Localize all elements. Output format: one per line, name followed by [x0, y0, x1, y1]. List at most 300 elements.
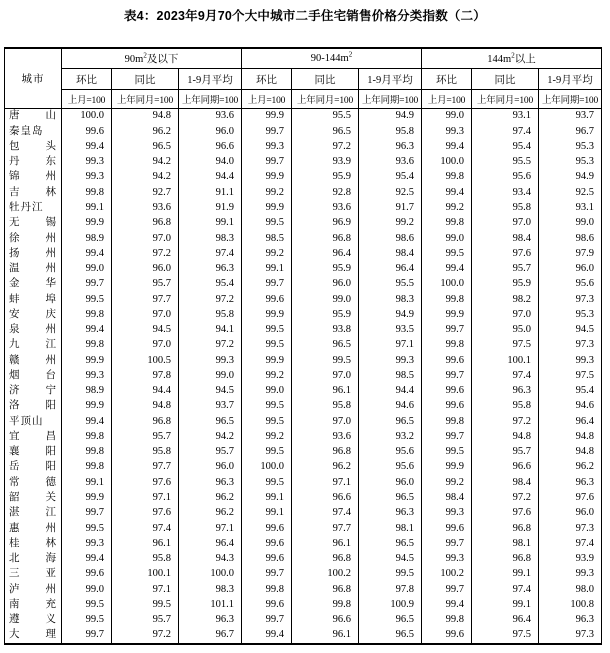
value-cell: 97.5 [539, 369, 602, 384]
value-cell: 99.6 [422, 521, 472, 536]
value-cell: 96.6 [472, 460, 539, 475]
value-cell: 99.1 [62, 201, 112, 216]
value-cell: 93.6 [359, 155, 422, 170]
value-cell: 94.9 [359, 307, 422, 322]
value-cell: 94.5 [539, 323, 602, 338]
table-row [5, 201, 602, 216]
table-row [5, 109, 602, 125]
header-avg: 1-9月平均 [539, 69, 602, 90]
value-cell: 97.4 [472, 582, 539, 597]
value-cell: 99.5 [292, 353, 359, 368]
value-cell: 95.3 [539, 307, 602, 322]
value-cell: 99.8 [292, 598, 359, 613]
value-cell: 99.5 [62, 598, 112, 613]
city-cell: 宜昌 [5, 430, 62, 445]
value-cell: 95.8 [112, 445, 179, 460]
value-cell: 97.3 [539, 628, 602, 644]
value-cell: 96.5 [359, 491, 422, 506]
table-row [5, 124, 602, 139]
header-base-mom: 上月=100 [242, 90, 292, 109]
table-row [5, 552, 602, 567]
value-cell: 96.6 [292, 491, 359, 506]
value-cell: 92.7 [112, 185, 179, 200]
value-cell: 99.0 [539, 216, 602, 231]
group-label: 90m [124, 54, 144, 65]
value-cell: 97.6 [112, 475, 179, 490]
value-cell: 99.6 [422, 384, 472, 399]
value-cell: 97.0 [292, 414, 359, 429]
value-cell: 97.4 [539, 536, 602, 551]
value-cell: 95.8 [292, 399, 359, 414]
header-base-yoy: 上年同月=100 [292, 90, 359, 109]
value-cell: 96.3 [539, 613, 602, 628]
value-cell: 99.6 [242, 536, 292, 551]
value-cell: 100.0 [422, 277, 472, 292]
value-cell: 99.1 [472, 598, 539, 613]
value-cell: 96.2 [112, 124, 179, 139]
value-cell: 99.0 [62, 262, 112, 277]
value-cell: 99.8 [422, 216, 472, 231]
value-cell: 98.9 [62, 231, 112, 246]
table-row [5, 430, 602, 445]
value-cell: 94.8 [539, 445, 602, 460]
value-cell: 93.2 [359, 430, 422, 445]
value-cell: 98.5 [359, 369, 422, 384]
value-cell: 97.5 [472, 338, 539, 353]
city-cell: 蚌埠 [5, 292, 62, 307]
city-cell: 泸州 [5, 582, 62, 597]
value-cell: 93.4 [472, 185, 539, 200]
table-row [5, 307, 602, 322]
value-cell: 99.0 [422, 109, 472, 125]
value-cell: 97.9 [539, 246, 602, 261]
header-base-avg: 上年同期=100 [179, 90, 242, 109]
value-cell: 98.3 [359, 292, 422, 307]
value-cell: 99.9 [62, 216, 112, 231]
value-cell: 99.8 [242, 582, 292, 597]
table-row [5, 338, 602, 353]
value-cell: 98.1 [472, 536, 539, 551]
value-cell: 100.2 [422, 567, 472, 582]
value-cell: 99.4 [62, 140, 112, 155]
value-cell: 97.2 [179, 338, 242, 353]
value-cell: 93.6 [292, 201, 359, 216]
value-cell: 92.5 [539, 185, 602, 200]
value-cell: 99.0 [292, 292, 359, 307]
value-cell: 96.6 [292, 613, 359, 628]
value-cell: 96.2 [539, 460, 602, 475]
value-cell: 99.9 [62, 491, 112, 506]
value-cell: 99.6 [422, 628, 472, 644]
value-cell: 99.5 [62, 521, 112, 536]
value-cell: 94.3 [179, 552, 242, 567]
value-cell: 99.6 [242, 598, 292, 613]
value-cell: 95.7 [472, 262, 539, 277]
value-cell: 99.7 [62, 277, 112, 292]
value-cell: 93.7 [179, 399, 242, 414]
value-cell: 97.6 [112, 506, 179, 521]
value-cell: 99.4 [422, 185, 472, 200]
city-cell: 泉州 [5, 323, 62, 338]
value-cell: 99.7 [422, 536, 472, 551]
header-avg: 1-9月平均 [179, 69, 242, 90]
city-cell: 丹东 [5, 155, 62, 170]
value-cell: 99.0 [242, 384, 292, 399]
value-cell: 93.5 [359, 323, 422, 338]
header-base-yoy: 上年同月=100 [112, 90, 179, 109]
value-cell: 99.4 [422, 598, 472, 613]
value-cell: 91.9 [179, 201, 242, 216]
header-mom: 环比 [242, 69, 292, 90]
value-cell: 95.3 [539, 155, 602, 170]
value-cell: 94.2 [112, 155, 179, 170]
table-row [5, 567, 602, 582]
value-cell: 96.5 [292, 338, 359, 353]
city-cell: 锦州 [5, 170, 62, 185]
value-cell: 99.7 [422, 430, 472, 445]
value-cell: 98.0 [539, 582, 602, 597]
value-cell: 100.9 [359, 598, 422, 613]
value-cell: 99.8 [422, 613, 472, 628]
value-cell: 99.6 [422, 399, 472, 414]
value-cell: 96.5 [359, 613, 422, 628]
value-cell: 99.2 [242, 369, 292, 384]
city-cell: 大理 [5, 628, 62, 644]
city-cell: 襄阳 [5, 445, 62, 460]
value-cell: 93.6 [112, 201, 179, 216]
value-cell: 95.8 [472, 399, 539, 414]
value-cell: 95.3 [539, 140, 602, 155]
value-cell: 99.2 [359, 216, 422, 231]
group-header-144-above [422, 48, 602, 69]
value-cell: 100.5 [112, 353, 179, 368]
value-cell: 99.3 [62, 170, 112, 185]
value-cell: 99.3 [422, 552, 472, 567]
value-cell: 99.8 [62, 430, 112, 445]
value-cell: 97.3 [539, 292, 602, 307]
value-cell: 96.3 [359, 140, 422, 155]
value-cell: 96.4 [472, 613, 539, 628]
city-cell: 遵义 [5, 613, 62, 628]
value-cell: 99.9 [242, 170, 292, 185]
value-cell: 99.7 [242, 155, 292, 170]
value-cell: 95.5 [359, 277, 422, 292]
value-cell: 96.0 [179, 124, 242, 139]
value-cell: 97.1 [292, 475, 359, 490]
value-cell: 97.1 [112, 582, 179, 597]
value-cell: 99.3 [539, 567, 602, 582]
value-cell: 96.5 [292, 124, 359, 139]
value-cell: 96.6 [179, 140, 242, 155]
value-cell: 99.5 [242, 399, 292, 414]
value-cell: 98.6 [539, 231, 602, 246]
value-cell: 96.3 [359, 506, 422, 521]
header-base-mom: 上月=100 [62, 90, 112, 109]
value-cell: 95.8 [112, 552, 179, 567]
value-cell: 96.7 [179, 628, 242, 644]
value-cell: 97.4 [292, 506, 359, 521]
value-cell: 99.6 [422, 353, 472, 368]
value-cell: 99.9 [62, 399, 112, 414]
table-row [5, 445, 602, 460]
price-index-table [4, 47, 602, 645]
value-cell: 99.5 [62, 292, 112, 307]
value-cell: 98.5 [242, 231, 292, 246]
value-cell: 99.6 [242, 292, 292, 307]
value-cell: 91.7 [359, 201, 422, 216]
city-cell: 无锡 [5, 216, 62, 231]
value-cell: 94.0 [179, 155, 242, 170]
value-cell: 99.8 [422, 292, 472, 307]
table-row [5, 521, 602, 536]
value-cell: 99.9 [62, 353, 112, 368]
value-cell: 99.6 [242, 552, 292, 567]
value-cell: 99.5 [359, 567, 422, 582]
city-column-header: 城市 [5, 48, 62, 109]
value-cell: 96.5 [179, 414, 242, 429]
value-cell: 99.2 [242, 185, 292, 200]
value-cell: 96.2 [292, 460, 359, 475]
value-cell: 100.0 [242, 460, 292, 475]
value-cell: 99.4 [62, 414, 112, 429]
header-base-row [5, 90, 602, 109]
header-avg: 1-9月平均 [359, 69, 422, 90]
value-cell: 98.1 [359, 521, 422, 536]
value-cell: 99.5 [112, 598, 179, 613]
value-cell: 99.2 [422, 201, 472, 216]
value-cell: 94.2 [112, 170, 179, 185]
header-base-mom: 上月=100 [422, 90, 472, 109]
value-cell: 93.7 [539, 109, 602, 125]
value-cell: 96.3 [179, 475, 242, 490]
value-cell: 96.2 [179, 506, 242, 521]
value-cell: 93.1 [539, 201, 602, 216]
city-cell: 湛江 [5, 506, 62, 521]
value-cell: 96.3 [179, 262, 242, 277]
value-cell: 96.0 [359, 475, 422, 490]
value-cell: 96.0 [539, 506, 602, 521]
value-cell: 95.7 [112, 430, 179, 445]
value-cell: 99.5 [242, 414, 292, 429]
table-row [5, 216, 602, 231]
value-cell: 97.2 [292, 140, 359, 155]
value-cell: 98.4 [472, 475, 539, 490]
value-cell: 94.2 [179, 430, 242, 445]
table-row [5, 628, 602, 644]
value-cell: 97.3 [539, 521, 602, 536]
value-cell: 96.3 [179, 613, 242, 628]
table-row [5, 277, 602, 292]
value-cell: 99.8 [62, 307, 112, 322]
value-cell: 99.3 [359, 353, 422, 368]
value-cell: 99.2 [242, 246, 292, 261]
value-cell: 96.0 [292, 277, 359, 292]
value-cell: 97.5 [472, 628, 539, 644]
city-cell: 惠州 [5, 521, 62, 536]
table-row [5, 506, 602, 521]
value-cell: 97.3 [539, 338, 602, 353]
value-cell: 97.2 [472, 491, 539, 506]
value-cell: 99.4 [242, 628, 292, 644]
value-cell: 97.4 [112, 521, 179, 536]
value-cell: 95.9 [292, 262, 359, 277]
value-cell: 99.0 [422, 231, 472, 246]
value-cell: 94.4 [179, 170, 242, 185]
value-cell: 94.1 [179, 323, 242, 338]
value-cell: 96.7 [539, 124, 602, 139]
value-cell: 99.3 [179, 353, 242, 368]
city-cell: 常德 [5, 475, 62, 490]
document-page [0, 8, 610, 653]
city-cell: 九江 [5, 338, 62, 353]
value-cell: 97.2 [112, 628, 179, 644]
value-cell: 99.6 [62, 567, 112, 582]
value-cell: 94.8 [472, 430, 539, 445]
group-label-suffix: 及以下 [146, 54, 179, 65]
value-cell: 99.5 [422, 246, 472, 261]
city-cell: 牡丹江 [5, 201, 62, 216]
value-cell: 95.4 [179, 277, 242, 292]
value-cell: 98.4 [472, 231, 539, 246]
value-cell: 99.4 [422, 140, 472, 155]
city-cell: 安庆 [5, 307, 62, 322]
table-title: 表4：2023年9月70个大中城市二手住宅销售价格分类指数（二） [123, 9, 487, 23]
value-cell: 99.1 [242, 262, 292, 277]
table-row [5, 491, 602, 506]
value-cell: 96.8 [472, 521, 539, 536]
value-cell: 95.6 [359, 460, 422, 475]
table-row [5, 598, 602, 613]
value-cell: 95.7 [472, 445, 539, 460]
value-cell: 99.3 [422, 124, 472, 139]
value-cell: 99.9 [242, 353, 292, 368]
group-label-suffix: 以上 [514, 54, 536, 65]
value-cell: 99.0 [62, 582, 112, 597]
value-cell: 96.8 [292, 552, 359, 567]
table-row [5, 185, 602, 200]
value-cell: 97.6 [472, 246, 539, 261]
value-cell: 96.8 [112, 414, 179, 429]
value-cell: 96.8 [292, 231, 359, 246]
header-base-avg: 上年同期=100 [359, 90, 422, 109]
value-cell: 96.4 [179, 536, 242, 551]
value-cell: 94.8 [112, 399, 179, 414]
value-cell: 94.9 [539, 170, 602, 185]
value-cell: 99.4 [62, 323, 112, 338]
superscript-2: 2 [348, 50, 353, 59]
header-yoy: 同比 [112, 69, 179, 90]
value-cell: 94.5 [359, 552, 422, 567]
group-header-90-below [62, 48, 242, 69]
value-cell: 99.8 [422, 414, 472, 429]
value-cell: 93.6 [292, 430, 359, 445]
header-yoy: 同比 [292, 69, 359, 90]
value-cell: 100.1 [472, 353, 539, 368]
value-cell: 100.0 [62, 109, 112, 125]
group-label: 144m [487, 54, 512, 65]
value-cell: 95.7 [112, 613, 179, 628]
value-cell: 99.5 [62, 613, 112, 628]
value-cell: 100.0 [422, 155, 472, 170]
value-cell: 99.1 [472, 567, 539, 582]
value-cell: 95.8 [359, 124, 422, 139]
value-cell: 99.6 [62, 124, 112, 139]
value-cell: 99.3 [62, 369, 112, 384]
value-cell: 96.4 [539, 414, 602, 429]
value-cell: 97.6 [539, 491, 602, 506]
value-cell: 96.4 [359, 262, 422, 277]
value-cell: 99.5 [242, 445, 292, 460]
city-cell: 吉林 [5, 185, 62, 200]
value-cell: 99.3 [62, 536, 112, 551]
value-cell: 99.9 [422, 460, 472, 475]
value-cell: 99.7 [242, 567, 292, 582]
city-cell: 韶关 [5, 491, 62, 506]
value-cell: 97.2 [179, 292, 242, 307]
value-cell: 97.8 [359, 582, 422, 597]
table-row [5, 170, 602, 185]
value-cell: 99.1 [62, 475, 112, 490]
value-cell: 96.5 [359, 536, 422, 551]
value-cell: 96.9 [292, 216, 359, 231]
value-cell: 96.0 [539, 262, 602, 277]
group-header-90-144 [242, 48, 422, 69]
table-row [5, 246, 602, 261]
value-cell: 96.5 [359, 628, 422, 644]
table-row [5, 414, 602, 429]
header-metric-row [5, 69, 602, 90]
city-cell: 徐州 [5, 231, 62, 246]
value-cell: 99.4 [62, 246, 112, 261]
value-cell: 93.1 [472, 109, 539, 125]
value-cell: 96.0 [179, 460, 242, 475]
value-cell: 98.2 [472, 292, 539, 307]
value-cell: 94.6 [359, 399, 422, 414]
value-cell: 99.7 [242, 124, 292, 139]
value-cell: 95.6 [472, 170, 539, 185]
value-cell: 99.3 [62, 155, 112, 170]
value-cell: 93.9 [292, 155, 359, 170]
value-cell: 93.9 [539, 552, 602, 567]
header-base-avg: 上年同期=100 [539, 90, 602, 109]
value-cell: 97.2 [112, 246, 179, 261]
city-cell: 平顶山 [5, 414, 62, 429]
table-body [5, 109, 602, 645]
value-cell: 94.5 [112, 323, 179, 338]
table-row [5, 613, 602, 628]
value-cell: 99.3 [539, 353, 602, 368]
header-yoy: 同比 [472, 69, 539, 90]
value-cell: 97.0 [112, 307, 179, 322]
value-cell: 95.8 [179, 307, 242, 322]
value-cell: 95.7 [112, 277, 179, 292]
value-cell: 97.7 [112, 292, 179, 307]
value-cell: 94.5 [179, 384, 242, 399]
value-cell: 96.8 [112, 216, 179, 231]
value-cell: 97.4 [179, 246, 242, 261]
value-cell: 97.1 [359, 338, 422, 353]
value-cell: 95.5 [292, 109, 359, 125]
value-cell: 98.6 [359, 231, 422, 246]
header-group-row [5, 48, 602, 69]
value-cell: 99.7 [422, 369, 472, 384]
value-cell: 99.6 [242, 521, 292, 536]
value-cell: 99.7 [62, 628, 112, 644]
value-cell: 99.8 [422, 170, 472, 185]
value-cell: 91.1 [179, 185, 242, 200]
value-cell: 99.4 [62, 552, 112, 567]
value-cell: 99.8 [422, 338, 472, 353]
